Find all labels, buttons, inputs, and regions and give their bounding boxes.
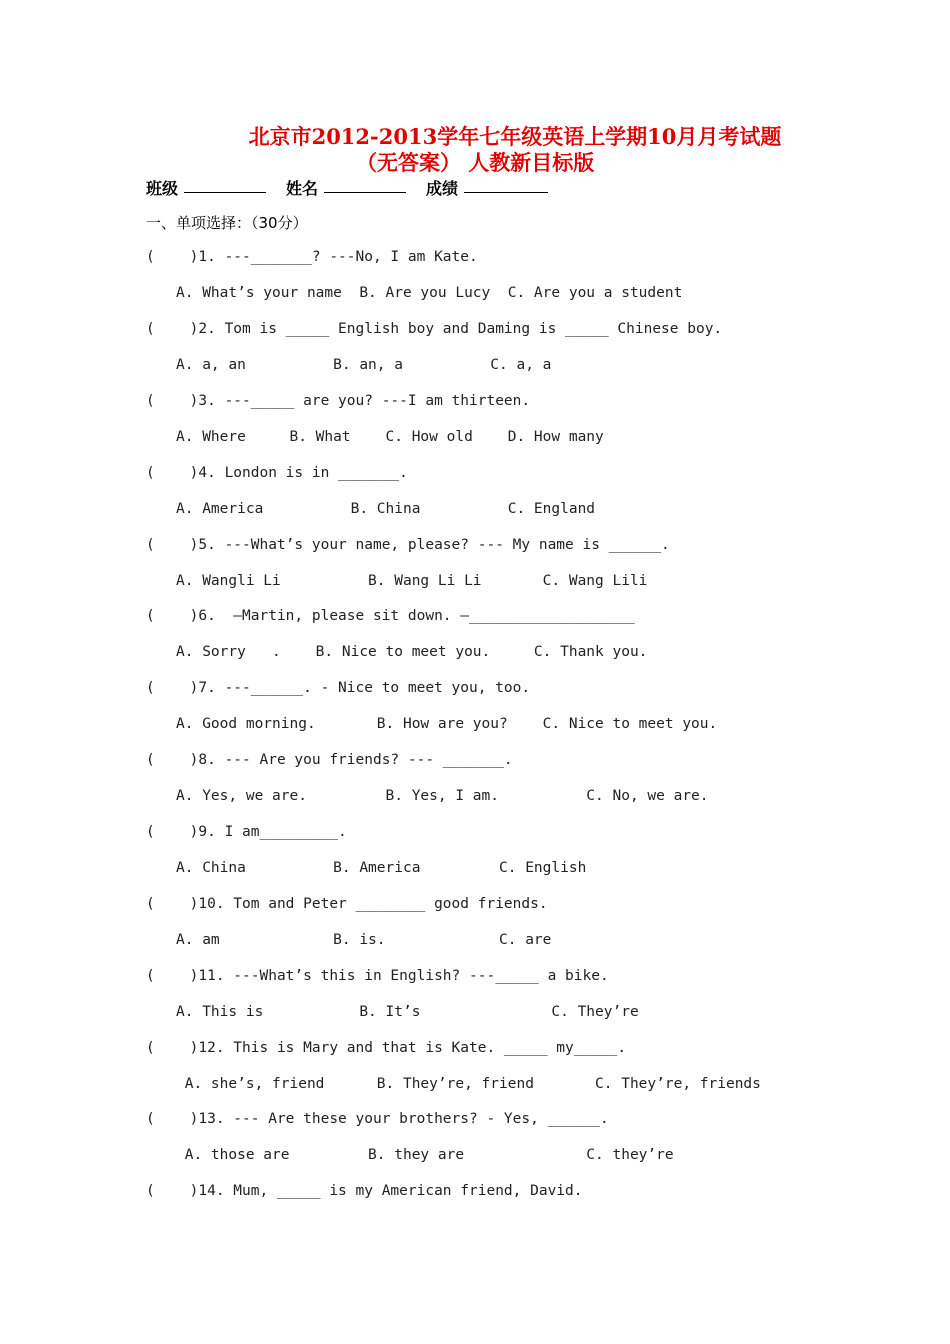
question-6: ( )6. —Martin, please sit down. —___________________ [146, 608, 635, 624]
class-label: 班级 [146, 179, 179, 198]
question-4: ( )4. London is in _______. [146, 465, 408, 481]
options-1: A. What’s your name B. Are you Lucy C. Are you a student [176, 285, 683, 301]
class-blank[interactable] [184, 176, 266, 193]
question-12: ( )12. This is Mary and that is Kate. _____ my_____. [146, 1040, 627, 1056]
options-6: A. Sorry . B. Nice to meet you. C. Thank you. [176, 644, 648, 660]
question-14: ( )14. Mum, _____ is my American friend, David. [146, 1183, 583, 1199]
score-label: 成绩 [426, 179, 459, 198]
question-8: ( )8. --- Are you friends? --- _______. [146, 752, 513, 768]
options-13: A. those are B. they are C. they’re [176, 1147, 674, 1163]
student-info-row [146, 176, 568, 199]
question-13: ( )13. --- Are these your brothers? - Yes, ______. [146, 1111, 609, 1127]
question-5: ( )5. ---What’s your name, please? --- My name is ______. [146, 537, 670, 553]
question-9: ( )9. I am_________. [146, 824, 347, 840]
options-11: A. This is B. It’s C. They’re [176, 1004, 639, 1020]
question-2: ( )2. Tom is _____ English boy and Daming is _____ Chinese boy. [146, 321, 723, 337]
options-9: A. China B. America C. English [176, 860, 587, 876]
options-12: A. she’s, friend B. They’re, friend C. They’re, friends [176, 1076, 761, 1092]
score-blank[interactable] [464, 176, 548, 193]
section-heading: 一、单项选择：（30分） [146, 214, 308, 232]
options-5: A. Wangli Li B. Wang Li Li C. Wang Lili [176, 573, 648, 589]
question-10: ( )10. Tom and Peter ________ good friends. [146, 896, 548, 912]
name-blank[interactable] [324, 176, 406, 193]
options-7: A. Good morning. B. How are you? C. Nice to meet you. [176, 716, 718, 732]
question-1: ( )1. ---_______? ---No, I am Kate. [146, 249, 478, 265]
page-title-line-1: 北京市2012-2013学年七年级英语上学期10月月考试题 [248, 124, 782, 149]
options-3: A. Where B. What C. How old D. How many [176, 429, 604, 445]
options-4: A. America B. China C. England [176, 501, 596, 517]
options-8: A. Yes, we are. B. Yes, I am. C. No, we are. [176, 788, 709, 804]
page-title-line-2: （无答案） 人教新目标版 [356, 150, 595, 175]
name-label: 姓名 [286, 179, 319, 198]
options-2: A. a, an B. an, a C. a, a [176, 357, 552, 373]
options-10: A. am B. is. C. are [176, 932, 552, 948]
question-3: ( )3. ---_____ are you? ---I am thirteen. [146, 393, 531, 409]
question-7: ( )7. ---______. - Nice to meet you, too. [146, 680, 531, 696]
question-11: ( )11. ---What’s this in English? ---_____ a bike. [146, 968, 609, 984]
